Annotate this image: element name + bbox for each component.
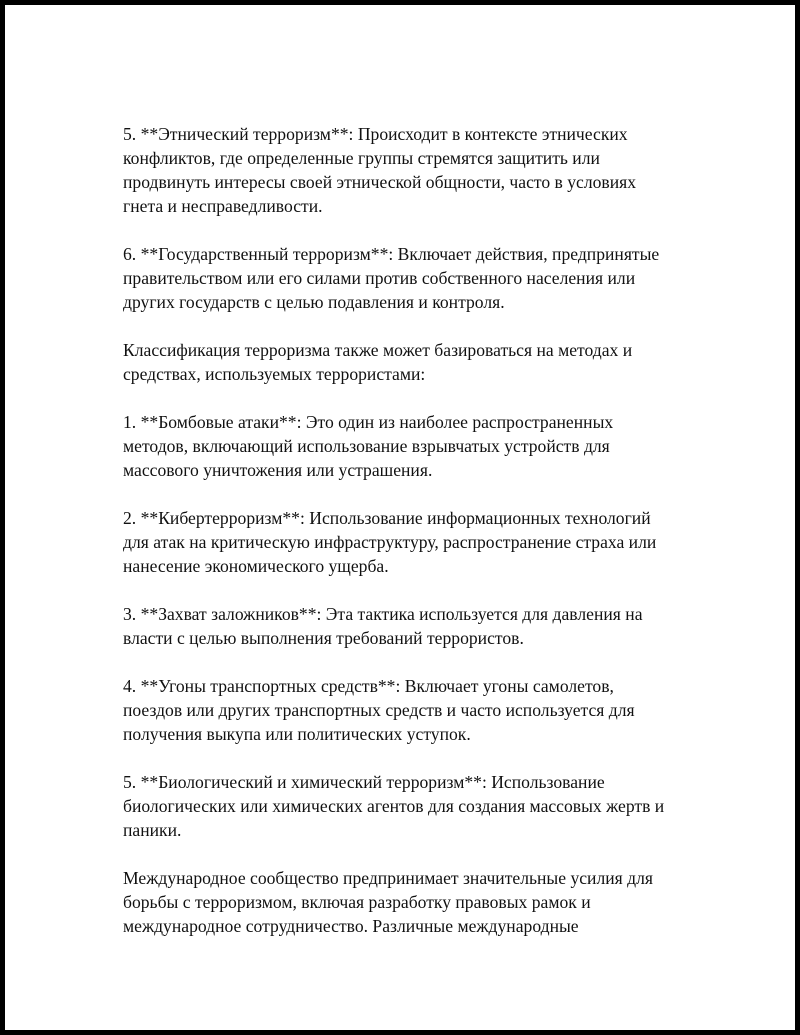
paragraph-line: получения выкупа или политических уступок. — [123, 724, 471, 744]
paragraph-line: власти с целью выполнения требований террористов. — [123, 628, 524, 648]
paragraph — [123, 122, 703, 218]
paragraph-line: Классификация терроризма также может базироваться на методах и — [123, 340, 633, 360]
paragraph-line: методов, включающий использование взрывчатых устройств для — [123, 436, 610, 456]
paragraph-line: для атак на критическую инфраструктуру, распространение страха или — [123, 532, 657, 552]
paragraph — [123, 410, 703, 482]
paragraph-line: 5. **Биологический и химический терроризм**: Использование — [123, 772, 605, 792]
paragraph — [123, 866, 703, 938]
paragraph — [123, 770, 703, 842]
paragraph — [123, 674, 703, 746]
paragraph — [123, 602, 703, 650]
paragraph-line: международное сотрудничество. Различные международные — [123, 916, 579, 936]
paragraph-line: Международное сообщество предпринимает значительные усилия для — [123, 868, 653, 888]
paragraph-line: 2. **Кибертерроризм**: Использование информационных технологий — [123, 508, 651, 528]
paragraph-line: 5. **Этнический терроризм**: Происходит в контексте этнических — [123, 124, 628, 144]
paragraph — [123, 242, 703, 314]
paragraph-line: паники. — [123, 820, 182, 840]
paragraph-line: правительством или его силами против собственного населения или — [123, 268, 636, 288]
paragraph-line: массового уничтожения или устрашения. — [123, 460, 433, 480]
paragraph-line: гнета и несправедливости. — [123, 196, 323, 216]
paragraph-line: конфликтов, где определенные группы стремятся защитить или — [123, 148, 600, 168]
paragraph-line: продвинуть интересы своей этнической общности, часто в условиях — [123, 172, 637, 192]
paragraph — [123, 506, 703, 578]
paragraph-line: средствах, используемых террористами: — [123, 364, 426, 384]
paragraph-line: 1. **Бомбовые атаки**: Это один из наиболее распространенных — [123, 412, 614, 432]
paragraph-line: 4. **Угоны транспортных средств**: Включает угоны самолетов, — [123, 676, 614, 696]
paragraph-line: поездов или других транспортных средств и часто используется для — [123, 700, 635, 720]
paragraph-line: биологических или химических агентов для создания массовых жертв и — [123, 796, 665, 816]
paragraph-line: борьбы с терроризмом, включая разработку правовых рамок и — [123, 892, 591, 912]
paragraph-line: 3. **Захват заложников**: Эта тактика используется для давления на — [123, 604, 643, 624]
paragraph-line: 6. **Государственный терроризм**: Включает действия, предпринятые — [123, 244, 660, 264]
paragraph-line: нанесение экономического ущерба. — [123, 556, 389, 576]
document-body — [123, 122, 703, 962]
paragraph — [123, 338, 703, 386]
paragraph-line: других государств с целью подавления и контроля. — [123, 292, 505, 312]
